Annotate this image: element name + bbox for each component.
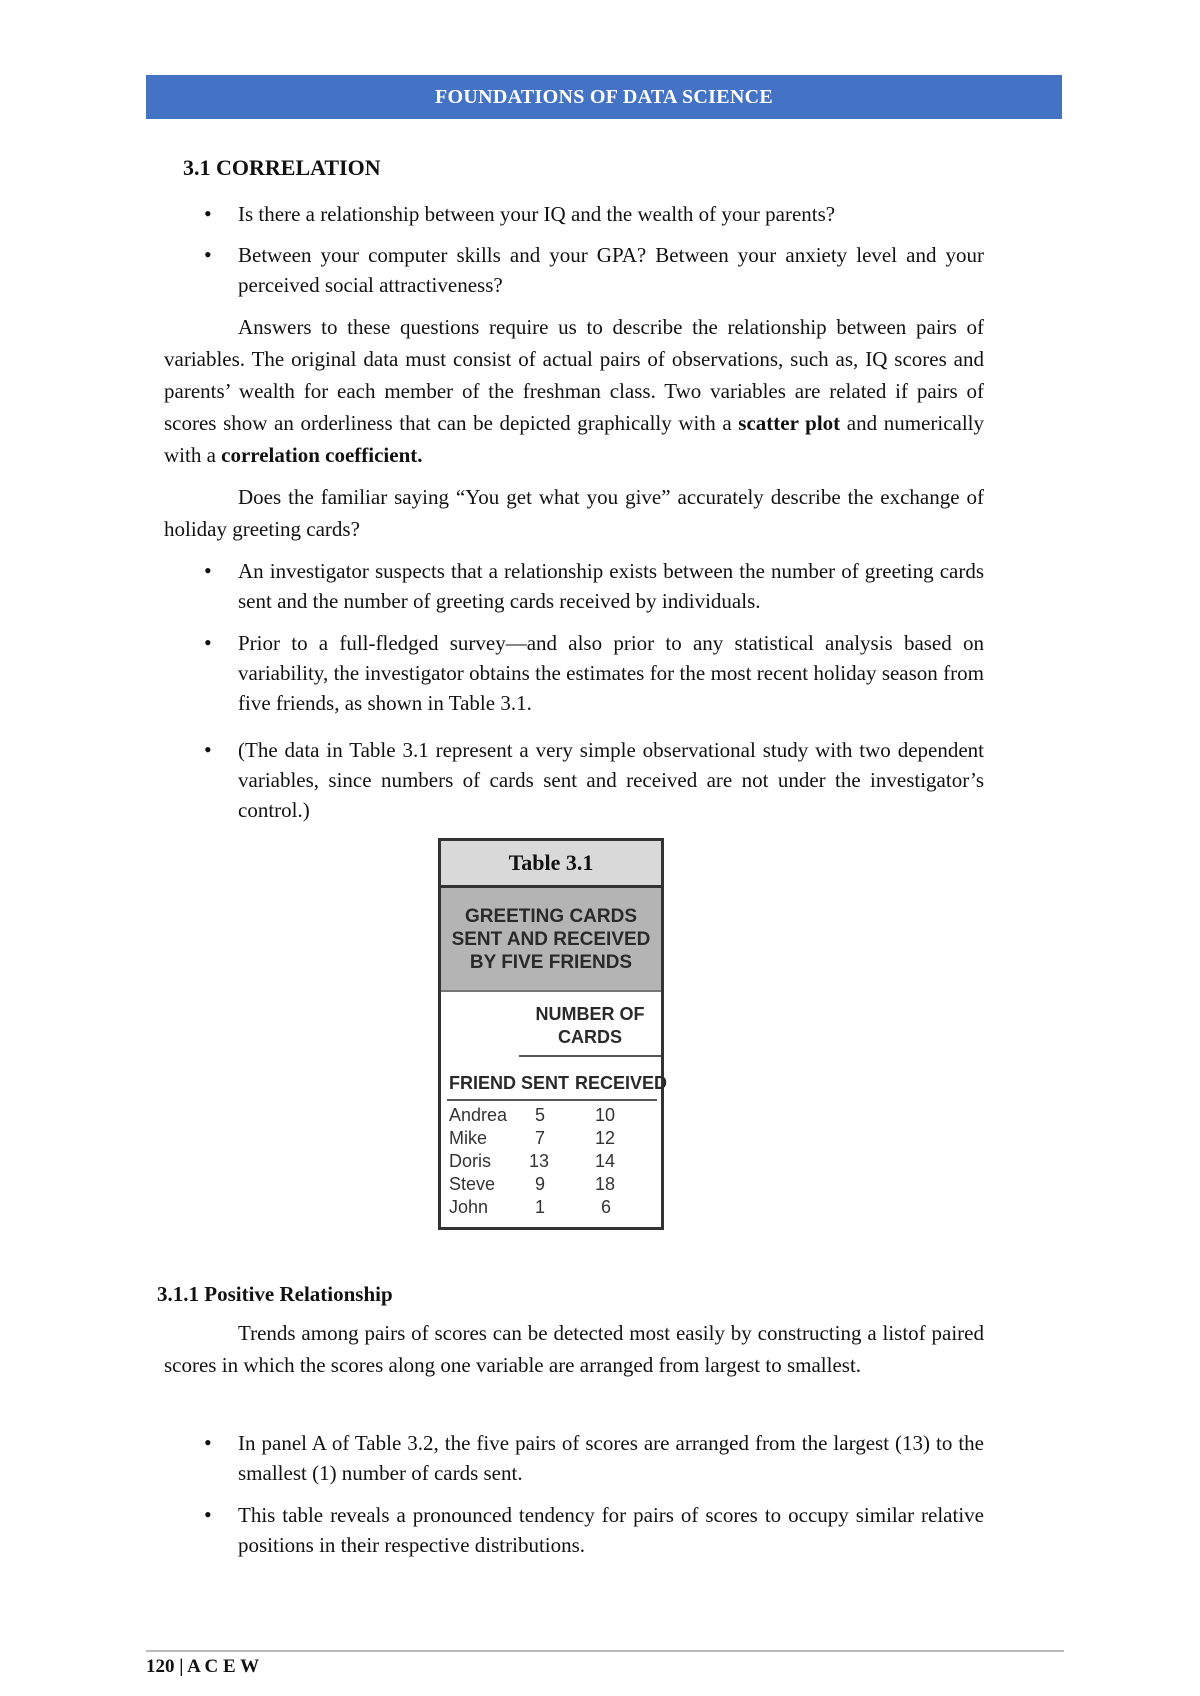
term-scatter-plot: scatter plot (738, 411, 841, 435)
table-cell: 18 (595, 1174, 616, 1194)
running-header (146, 75, 1062, 119)
table-3-1 (438, 838, 668, 1230)
list-item: • An investigator suspects that a relationship exists between the number of greeting cards sent and the number of greeting cards received by individuals. (238, 556, 984, 616)
table-cell: John (449, 1197, 489, 1217)
list-item: • Is there a relationship between your IQ and the wealth of your parents? (238, 199, 984, 229)
table-divider (447, 1099, 657, 1101)
table-group-header: NUMBER OF CARDS (535, 1004, 645, 1047)
table-caption: Table 3.1 (441, 841, 661, 888)
table-cell: 14 (595, 1151, 616, 1171)
list-item: • Between your computer skills and your GPA? Between your anxiety level and your perceived social attractiveness? (238, 240, 984, 300)
table-cell: 9 (535, 1174, 546, 1194)
table-cell: Steve (449, 1174, 496, 1194)
paragraph-trends: Trends among pairs of scores can be detected most easily by constructing a listof paired scores in which the scores along one variable are arranged from largest to smallest. (164, 1321, 984, 1377)
list-item: • This table reveals a pronounced tendency for pairs of scores to occupy similar relative positions in their respective distributions. (238, 1500, 984, 1560)
footer-divider (146, 1650, 1064, 1652)
paragraph-text: and numerically with a (164, 411, 985, 467)
paragraph-saying: Does the familiar saying “You get what you give” accurately describe the exchange of holiday greeting cards? (164, 485, 984, 541)
table-cell: Doris (449, 1151, 492, 1171)
table-cell: 1 (535, 1197, 546, 1217)
table-cell: 12 (595, 1128, 616, 1148)
table-cell: 10 (595, 1105, 616, 1125)
table-cell: Mike (449, 1128, 488, 1148)
table-cell: 7 (535, 1128, 546, 1148)
paragraph-text: Answers to these questions require us to describe the relationship between pairs of variables. The original data must consist of actual pairs of observations, such as, IQ scores and parents’ wealth for each member of the freshman class. Two variables are related if pairs of scores show an orderliness that can be depicted graphically with a (164, 315, 984, 435)
table-column-header: FRIEND (449, 1073, 516, 1093)
paragraph-answers (164, 311, 984, 471)
subsection-heading: 3.1.1 Positive Relationship (157, 1282, 393, 1306)
table-column-header: RECEIVED (575, 1073, 668, 1093)
list-item: • In panel A of Table 3.2, the five pairs of scores are arranged from the largest (13) to the smallest (1) number of cards sent. (238, 1428, 984, 1488)
table-title: GREETING CARDS SENT AND RECEIVED BY FIVE FRIENDS (441, 888, 661, 992)
section-heading: 3.1 CORRELATION (183, 155, 381, 180)
table-column-header: SENT (521, 1073, 570, 1093)
table-cell: 5 (535, 1105, 546, 1125)
table-divider (519, 1055, 661, 1057)
page-footer: 120 | A C E W (146, 1656, 260, 1677)
table-cell: 6 (601, 1197, 612, 1217)
table-cell: Andrea (449, 1105, 508, 1125)
running-header-title: FOUNDATIONS OF DATA SCIENCE (435, 85, 773, 108)
table-cell: 13 (529, 1151, 550, 1171)
list-item: • Prior to a full-fledged survey—and also prior to any statistical analysis based on variability, the investigator obtains the estimates for the most recent holiday season from five friends, as shown in Table 3.1. (238, 628, 984, 718)
list-item: • (The data in Table 3.1 represent a very simple observational study with two dependent variables, since numbers of cards sent and received are not under the investigator’s control.) (238, 735, 984, 825)
term-correlation-coefficient: correlation coefficient. (221, 443, 423, 467)
